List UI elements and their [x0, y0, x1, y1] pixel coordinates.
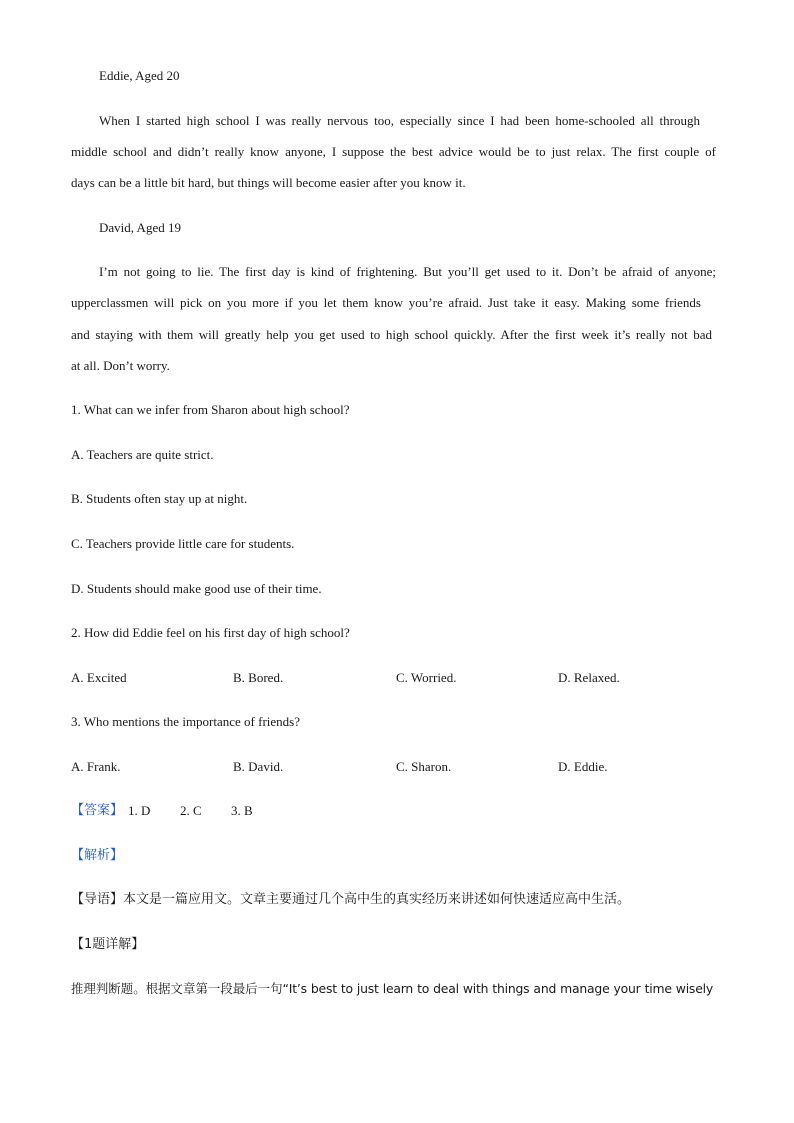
question-3-option-d: D. Eddie.	[558, 759, 608, 774]
eddie-heading: Eddie, Aged 20	[99, 68, 180, 83]
eddie-paragraph-line-1: When I started high school I was really nervous too, especially since I had been home-schooled all through	[99, 113, 700, 128]
question-2-option-a: A. Excited	[71, 670, 127, 685]
question-3-stem: 3. Who mentions the importance of friends?	[71, 714, 301, 729]
intro-text: 本文是一篇应用文。文章主要通过几个高中生的真实经历来讲述如何快速适应高中生活。	[123, 892, 631, 907]
question-3-option-c: C. Sharon.	[396, 759, 452, 774]
question-2-option-b: B. Bored.	[233, 670, 284, 685]
intro-label: 【导语】	[71, 892, 124, 907]
david-paragraph-line-3: and staying with them will greatly help you get used to high school quickly. After the first week it’s really not bad	[71, 327, 712, 342]
answer-label: 【答案】	[71, 803, 124, 818]
david-heading: David, Aged 19	[99, 220, 181, 235]
question-3-option-a: A. Frank.	[71, 759, 121, 774]
question-1-option-a: A. Teachers are quite strict.	[71, 447, 214, 462]
question-1-stem: 1. What can we infer from Sharon about high school?	[71, 402, 350, 417]
question-1-option-d: D. Students should make good use of their time.	[71, 581, 322, 596]
david-paragraph-line-1: I’m not going to lie. The first day is kind of frightening. But you’ll get used to it. Don’t be afraid of anyone;	[99, 264, 716, 279]
answer-item-1: 1. D	[128, 803, 151, 818]
question-1-option-c: C. Teachers provide little care for students.	[71, 536, 295, 551]
detail-text: 推理判断题。根据文章第一段最后一句“It’s best to just learn to deal with things and manage your time wisely	[71, 981, 713, 996]
answer-item-3: 3. B	[231, 803, 253, 818]
david-paragraph-line-2: upperclassmen will pick on you more if you let them know you’re afraid. Just take it easy. Making some friends	[71, 295, 701, 310]
david-paragraph-line-4: at all. Don’t worry.	[71, 358, 170, 373]
question-2-option-d: D. Relaxed.	[558, 670, 620, 685]
intro-section	[71, 892, 630, 908]
analysis-label: 【解析】	[71, 848, 124, 863]
answer-item-2: 2. C	[180, 803, 202, 818]
eddie-paragraph-line-2: middle school and didn’t really know anyone, I suppose the best advice would be to just relax. The first couple of	[71, 144, 716, 159]
question-2-option-c: C. Worried.	[396, 670, 457, 685]
detail-label: 【1题详解】	[71, 937, 145, 952]
eddie-paragraph-line-3: days can be a little bit hard, but things will become easier after you know it.	[71, 175, 466, 190]
question-3-option-b: B. David.	[233, 759, 284, 774]
question-2-stem: 2. How did Eddie feel on his first day of high school?	[71, 625, 350, 640]
question-1-option-b: B. Students often stay up at night.	[71, 491, 248, 506]
